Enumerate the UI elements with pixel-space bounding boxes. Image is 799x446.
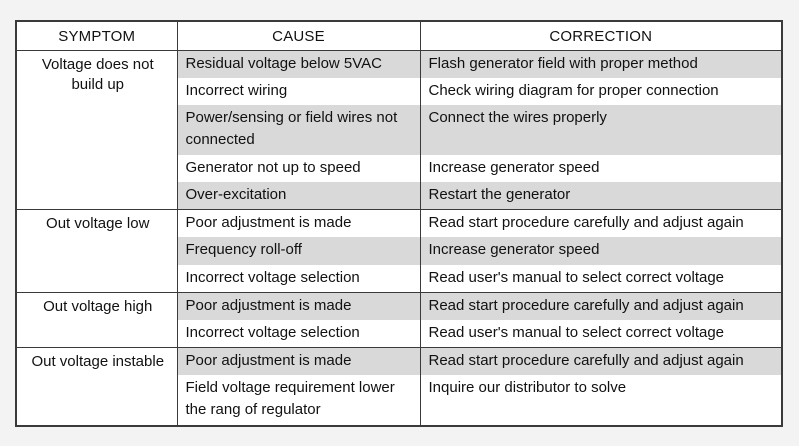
symptom-cell: Out voltage low <box>16 210 177 292</box>
cause-cell: Poor adjustment is made <box>177 347 420 375</box>
cause-cell: Field voltage requirement lower the rang of regulator <box>177 375 420 426</box>
correction-cell: Flash generator field with proper method <box>420 51 782 79</box>
header-cause: CAUSE <box>177 21 420 51</box>
cause-cell: Incorrect wiring <box>177 78 420 105</box>
correction-cell: Restart the generator <box>420 182 782 210</box>
cause-cell: Power/sensing or field wires not connected <box>177 105 420 155</box>
correction-cell: Increase generator speed <box>420 155 782 182</box>
table-row <box>16 347 782 375</box>
cause-cell: Frequency roll-off <box>177 237 420 264</box>
correction-cell: Check wiring diagram for proper connection <box>420 78 782 105</box>
cause-cell: Generator not up to speed <box>177 155 420 182</box>
correction-cell: Read start procedure carefully and adjust again <box>420 347 782 375</box>
correction-cell: Inquire our distributor to solve <box>420 375 782 426</box>
correction-cell: Connect the wires properly <box>420 105 782 155</box>
symptom-cell: Out voltage instable <box>16 347 177 426</box>
table-row <box>16 292 782 320</box>
correction-cell: Read user's manual to select correct voltage <box>420 265 782 293</box>
cause-cell: Over-excitation <box>177 182 420 210</box>
cause-cell: Poor adjustment is made <box>177 292 420 320</box>
symptom-cell: Voltage does not build up <box>16 51 177 210</box>
header-symptom: SYMPTOM <box>16 21 177 51</box>
symptom-cell: Out voltage high <box>16 292 177 347</box>
header-correction: CORRECTION <box>420 21 782 51</box>
cause-cell: Residual voltage below 5VAC <box>177 51 420 79</box>
table-row <box>16 210 782 238</box>
correction-cell: Read start procedure carefully and adjust again <box>420 210 782 238</box>
correction-cell: Increase generator speed <box>420 237 782 264</box>
cause-cell: Incorrect voltage selection <box>177 265 420 293</box>
correction-cell: Read start procedure carefully and adjust again <box>420 292 782 320</box>
cause-cell: Incorrect voltage selection <box>177 320 420 348</box>
header-row <box>16 21 782 51</box>
troubleshooting-table <box>15 20 783 427</box>
correction-cell: Read user's manual to select correct voltage <box>420 320 782 348</box>
table-row <box>16 51 782 79</box>
cause-cell: Poor adjustment is made <box>177 210 420 238</box>
